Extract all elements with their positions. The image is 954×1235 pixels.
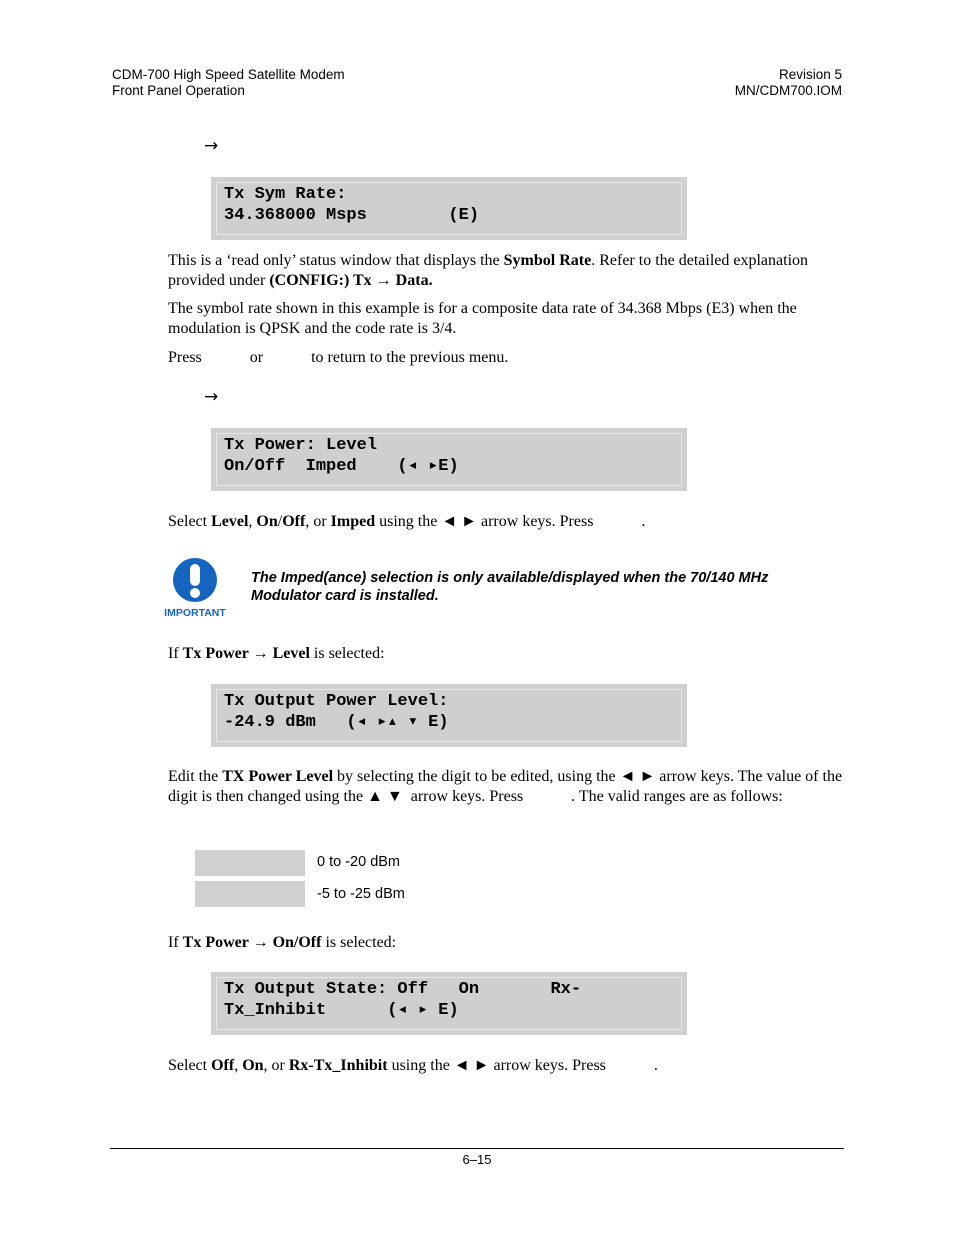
paragraph-sym-rate-desc: This is a ‘read only’ status window that displays the Symbol Rate. Refer to the detailed explanation provided under (CONFIG:) Tx → Data. <box>168 252 809 289</box>
page-header-right <box>735 67 842 99</box>
lcd-line-2: -24.9 dBm (◂ ▸▴ ▾ E) <box>224 713 449 732</box>
paragraph-if-level: If Tx Power → Level is selected: <box>168 645 385 662</box>
paragraph-press-return: Press or to return to the previous menu. <box>168 349 509 366</box>
lcd-display-output-state <box>211 972 687 1035</box>
doc-title: CDM-700 High Speed Satellite Modem <box>112 67 345 82</box>
doc-section: Front Panel Operation <box>112 83 245 98</box>
paragraph-edit-power-level: Edit the TX Power Level by selecting the digit to be edited, using the ◄ ► arrow keys. The value of the digit is then changed using the ▲ ▼ arrow keys. Press . The valid ranges are as follows: <box>168 768 847 805</box>
paragraph-sym-rate-example: The symbol rate shown in this example is for a composite data rate of 34.368 Mbps (E3) when the modulation is QPSK and the code rate is 3/4. <box>168 300 797 337</box>
lcd-line-1: Tx Power: Level <box>224 436 378 455</box>
footer-divider <box>110 1148 844 1149</box>
arrow-right-icon: → <box>204 387 219 407</box>
lcd-line-2: Tx_Inhibit (◂ ▸ E) <box>224 1001 459 1020</box>
paragraph-select-power-option: Select Level, On/Off, or Imped using the ◄ ► arrow keys. Press . <box>168 513 646 530</box>
lcd-line-1: Tx Output State: Off On Rx- <box>224 980 582 999</box>
range-value-1: 0 to -20 dBm <box>317 854 401 870</box>
important-icon <box>164 557 228 621</box>
page-header-left <box>112 67 345 99</box>
paragraph-if-on-off: If Tx Power → On/Off is selected: <box>168 934 397 951</box>
important-note-text: The Imped(ance) selection is only available/displayed when the 70/140 MHz Modulator card is installed. <box>251 570 769 604</box>
lcd-line-1: Tx Output Power Level: <box>224 692 449 711</box>
range-label-box-2 <box>195 881 305 907</box>
lcd-line-2: On/Off Imped (◂ ▸E) <box>224 457 459 476</box>
lcd-line-1: Tx Sym Rate: <box>224 185 347 204</box>
arrow-right-icon: → <box>204 136 219 156</box>
lcd-display-sym-rate <box>211 177 687 240</box>
lcd-line-2: 34.368000 Msps (E) <box>224 206 480 225</box>
range-label-box-1 <box>195 850 305 876</box>
lcd-display-output-level <box>211 684 687 747</box>
important-label: IMPORTANT <box>164 607 226 619</box>
doc-revision: Revision 5 <box>778 67 842 82</box>
range-value-2: -5 to -25 dBm <box>317 886 405 902</box>
paragraph-select-output-state: Select Off, On, or Rx-Tx_Inhibit using the ◄ ► arrow keys. Press . <box>168 1057 658 1074</box>
page-number: 6–15 <box>462 1152 492 1167</box>
doc-number: MN/CDM700.IOM <box>734 83 842 98</box>
lcd-display-tx-power <box>211 428 687 491</box>
